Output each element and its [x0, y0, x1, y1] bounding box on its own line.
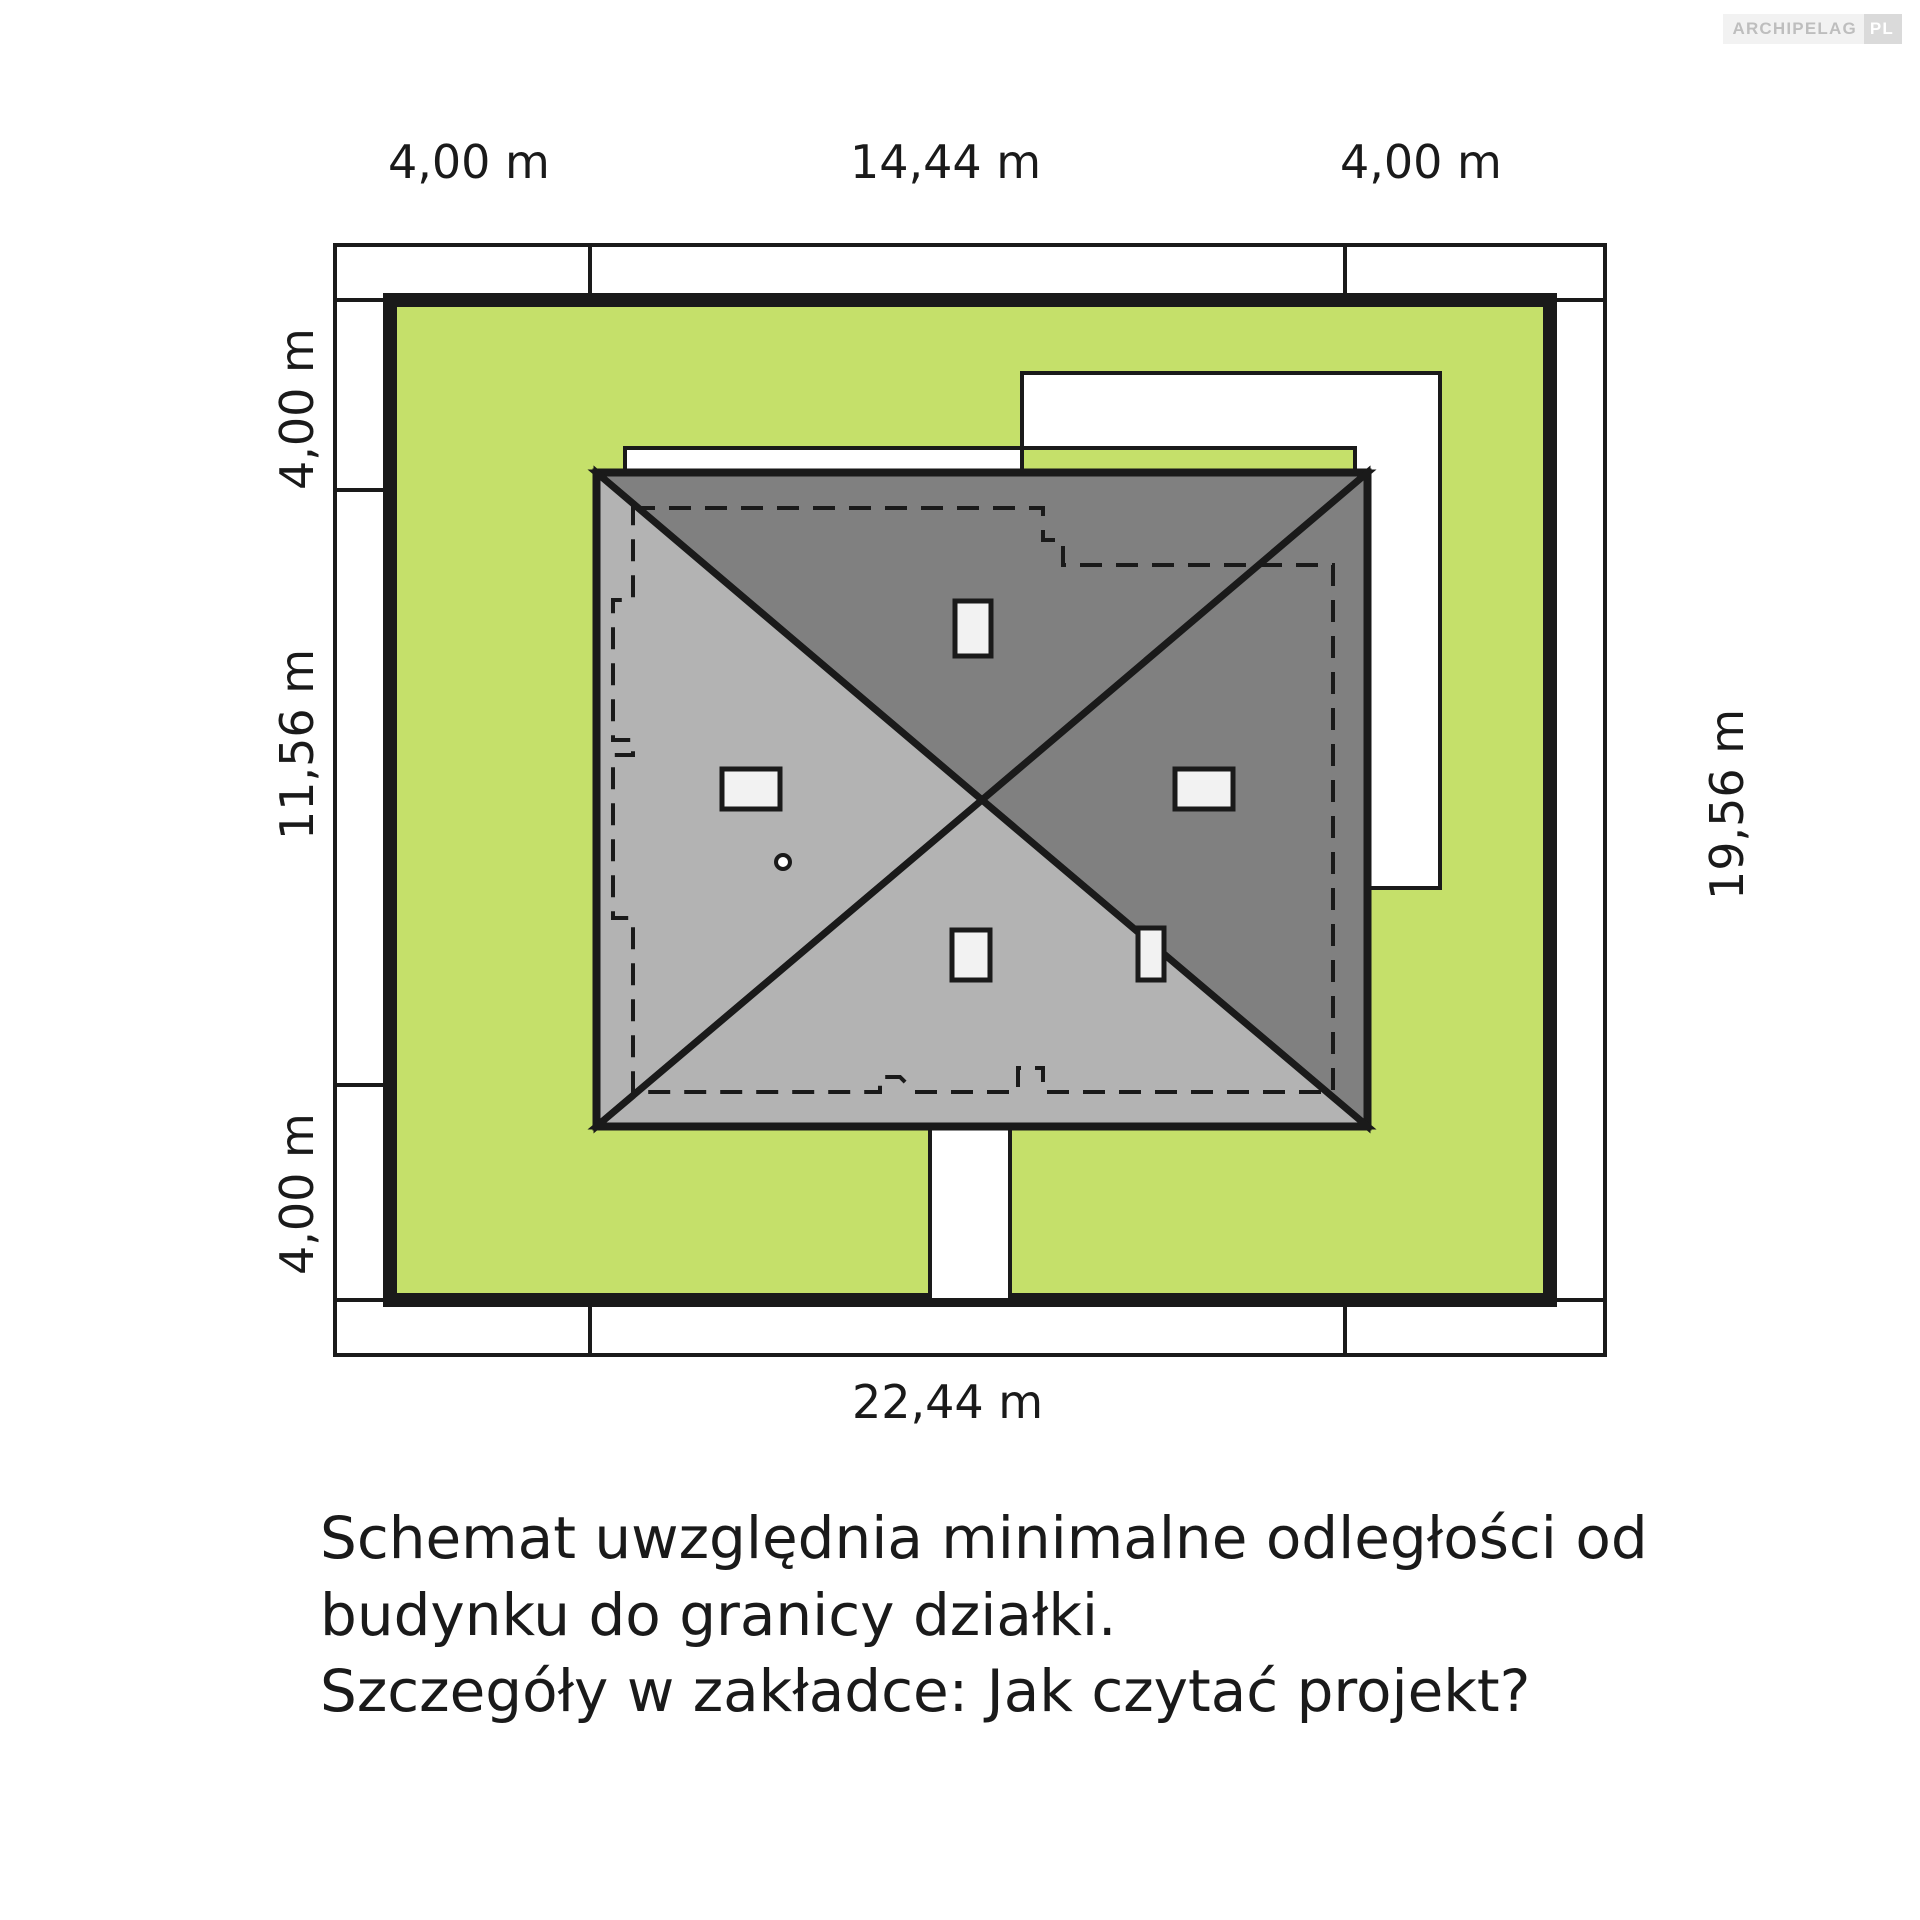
dimension-left-building-depth: 11,56 m [270, 648, 324, 840]
dimension-left-bottom-setback: 4,00 m [270, 1113, 324, 1275]
caption-line-3: Szczegóły w zakładce: Jak czytać projekt? [320, 1657, 1531, 1726]
dimension-bottom-total-width: 22,44 m [852, 1375, 1044, 1429]
skylight-north [955, 601, 991, 656]
dimension-top-right-setback: 4,00 m [1340, 135, 1502, 189]
skylight-east [1175, 769, 1233, 809]
dimension-top-building-width: 14,44 m [850, 135, 1042, 189]
house-roof [597, 473, 1367, 1126]
caption-line-1: Schemat uwzględnia minimalne odległości od [320, 1504, 1648, 1572]
watermark-tld-text: PL [1864, 14, 1902, 44]
dimension-right-total-depth: 19,56 m [1700, 708, 1754, 900]
caption-line-2: budynku do granicy działki. [320, 1580, 1117, 1649]
dimension-top-left-setback: 4,00 m [388, 135, 550, 189]
skylight-west [722, 769, 780, 809]
skylight-south [952, 930, 990, 980]
plan-caption [320, 1500, 1660, 1730]
watermark-brand-text: ARCHIPELAG [1723, 14, 1863, 44]
skylight-south-east [1138, 928, 1164, 980]
dimension-left-top-setback: 4,00 m [270, 328, 324, 490]
vent-pipe [776, 855, 790, 869]
